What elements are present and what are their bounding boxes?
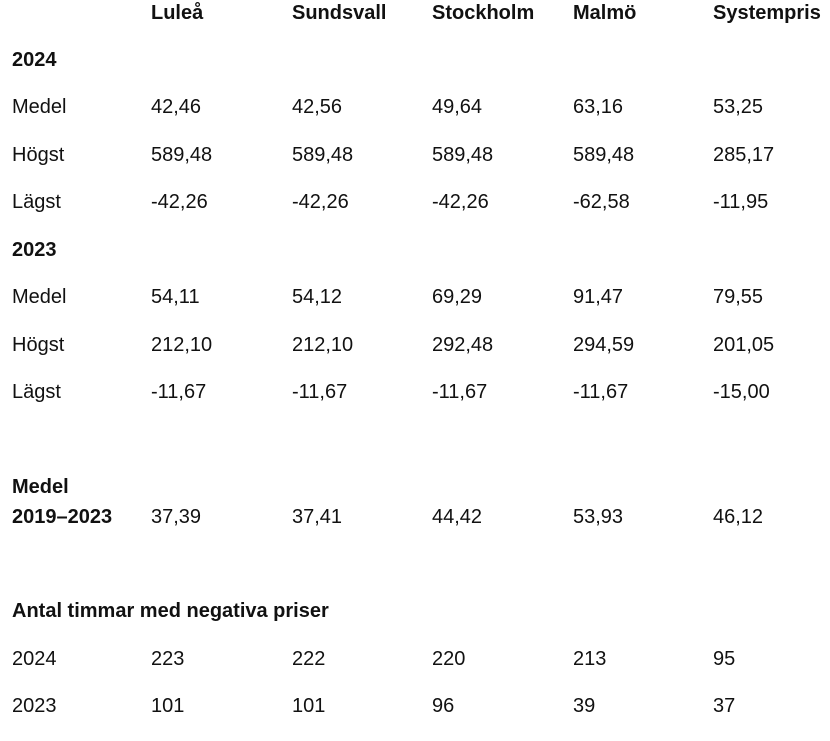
table-cell: 292,48 [432,334,494,356]
average-label-line2: 2019–2023 [12,506,113,528]
table-cell: 53,25 [713,96,764,118]
table-cell: 101 [292,695,326,717]
table-cell: 212,10 [292,334,354,356]
table-cell: 95 [713,648,736,670]
section-heading-2024: 2024 [12,49,57,71]
row-label: Högst [12,144,65,166]
table-cell: -42,26 [292,191,349,213]
table-cell: 37,39 [151,506,202,528]
table-cell: -11,67 [432,381,488,403]
table-cell: 589,48 [573,144,635,166]
row-label: Högst [12,334,65,356]
table-cell: -62,58 [573,191,630,213]
table-cell: 46,12 [713,506,764,528]
average-label-line1: Medel [12,476,69,498]
table-cell: -11,67 [292,381,348,403]
table-cell: 212,10 [151,334,213,356]
row-label: 2024 [12,648,57,670]
table-cell: 79,55 [713,286,764,308]
table-cell: -11,67 [573,381,629,403]
table-cell: 39 [573,695,596,717]
table-cell: 294,59 [573,334,635,356]
table-cell: -11,95 [713,191,769,213]
column-header-malmo: Malmö [573,2,637,24]
table-cell: 589,48 [432,144,494,166]
table-cell: 42,56 [292,96,343,118]
column-header-sundsvall: Sundsvall [292,2,387,24]
column-header-lulea: Luleå [151,2,204,24]
table-cell: 49,64 [432,96,483,118]
table-cell: 101 [151,695,185,717]
table-cell: 53,93 [573,506,624,528]
table-cell: 37 [713,695,736,717]
row-label: Lägst [12,381,61,403]
table-cell: 63,16 [573,96,624,118]
table-cell: 96 [432,695,455,717]
row-label: 2023 [12,695,57,717]
table-cell: 54,11 [151,286,200,308]
table-cell: 44,42 [432,506,483,528]
table-cell: 285,17 [713,144,775,166]
table-cell: 589,48 [292,144,354,166]
table-cell: 222 [292,648,326,670]
table-cell: -42,26 [432,191,489,213]
row-label: Medel [12,96,67,118]
column-header-systempris: Systempris [713,2,821,24]
table-cell: 201,05 [713,334,775,356]
table-cell: 54,12 [292,286,343,308]
table-cell: 69,29 [432,286,483,308]
row-label: Lägst [12,191,61,213]
table-cell: 589,48 [151,144,213,166]
column-header-stockholm: Stockholm [432,2,535,24]
table-cell: -15,00 [713,381,770,403]
negative-hours-heading: Antal timmar med negativa priser [12,600,329,622]
table-cell: 91,47 [573,286,624,308]
table-cell: -42,26 [151,191,208,213]
section-heading-2023: 2023 [12,239,57,261]
table-cell: 42,46 [151,96,202,118]
table-cell: 37,41 [292,506,343,528]
table-cell: 213 [573,648,607,670]
table-cell: 220 [432,648,466,670]
table-cell: 223 [151,648,185,670]
table-cell: -11,67 [151,381,207,403]
row-label: Medel [12,286,67,308]
